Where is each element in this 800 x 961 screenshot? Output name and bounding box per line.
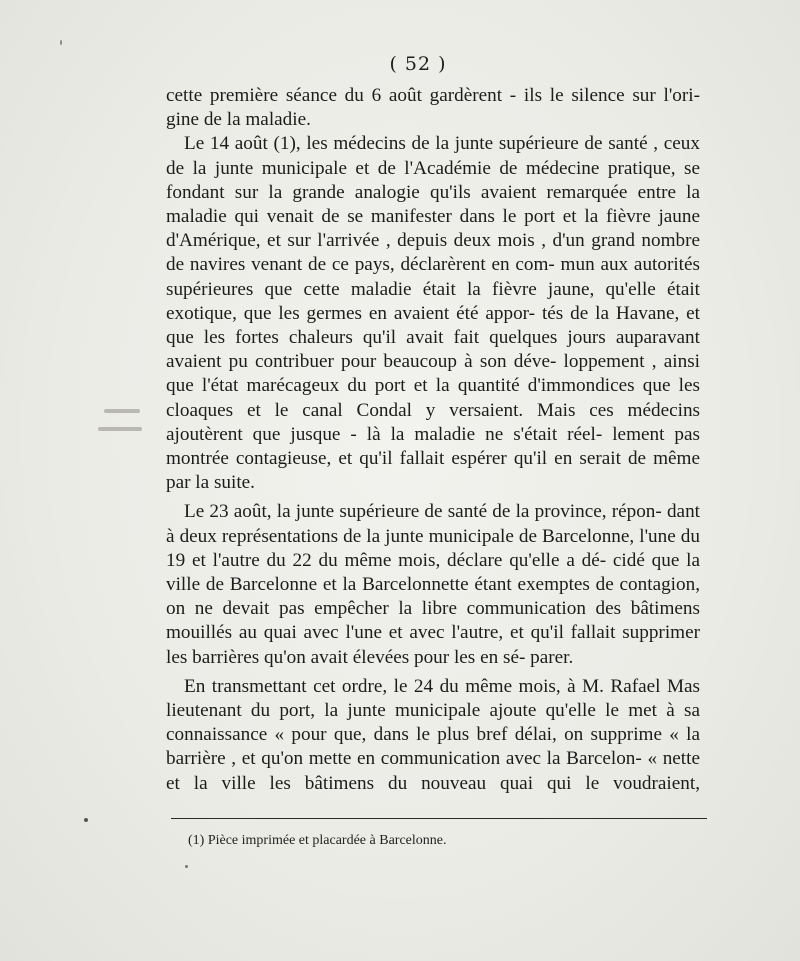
ink-speck	[185, 865, 188, 868]
paragraph-3: Le 23 août, la junte supérieure de santé de la province, répon- dant à deux représentations de la junte municipale de Barcelonne, l'une du 19 et l'autre du 22 du même mois, déclare qu'elle a dé- cidé que la ville de Barcelonne et la Barcelonnette étant exemptes de contagion, on ne devait pas empêcher la libre communication des bâtimens mouillés au quai avec l'une et avec l'autre, et qu'il fallait supprimer les barrières qu'on avait élevées pour les en sé- parer.	[166, 501, 700, 668]
ink-speck	[84, 818, 88, 822]
paragraph-1: cette première séance du 6 août gardèrent - ils le silence sur l'ori- gine de la maladie.	[166, 85, 700, 131]
body-text	[166, 84, 700, 796]
footnote-rule	[171, 818, 707, 819]
paragraph-2: Le 14 août (1), les médecins de la junte supérieure de santé , ceux de la junte municipale et de l'Académie de médecine pratique, se fondant sur la grande analogie qu'ils avaient remarquée entre la maladie qui venait de se manifester dans le port et la fièvre jaune d'Amérique, et sur l'arrivée , depuis deux mois , d'un grand nombre de navires venant de ce pays, déclarèrent en com- mun aux autorités supérieures que cette maladie était la fièvre jaune, qu'elle était exotique, que les germes en avaient été appor- tés de la Havane, et que les fortes chaleurs qu'il avait fait quelques jours auparavant avaient pu contribuer pour beaucoup à son déve- loppement , ainsi que l'état marécageux du port et la quantité d'immondices que les cloaques et le canal Condal y versaient. Mais ces médecins ajoutèrent que jusque - là la maladie ne s'était réel- lement pas montrée contagieuse, et qu'il fallait espérer qu'il en serait de même par la suite.	[166, 133, 700, 494]
paragraph-4: En transmettant cet ordre, le 24 du même mois, à M. Rafael Mas lieutenant du port, la junte municipale ajoute qu'elle le met à sa connaissance « pour que, dans le plus bref délai, on supprime « la barrière , et qu'on mette en communication avec la Barcelon- « nette et la ville les bâtimens du nouveau quai qui le voudraient,	[166, 675, 700, 794]
footnote: (1) Pièce imprimée et placardée à Barcelonne.	[188, 833, 447, 848]
page-number: ( 52 )	[389, 53, 447, 75]
bleed-through-marks	[98, 405, 148, 440]
ink-speck	[60, 40, 62, 45]
